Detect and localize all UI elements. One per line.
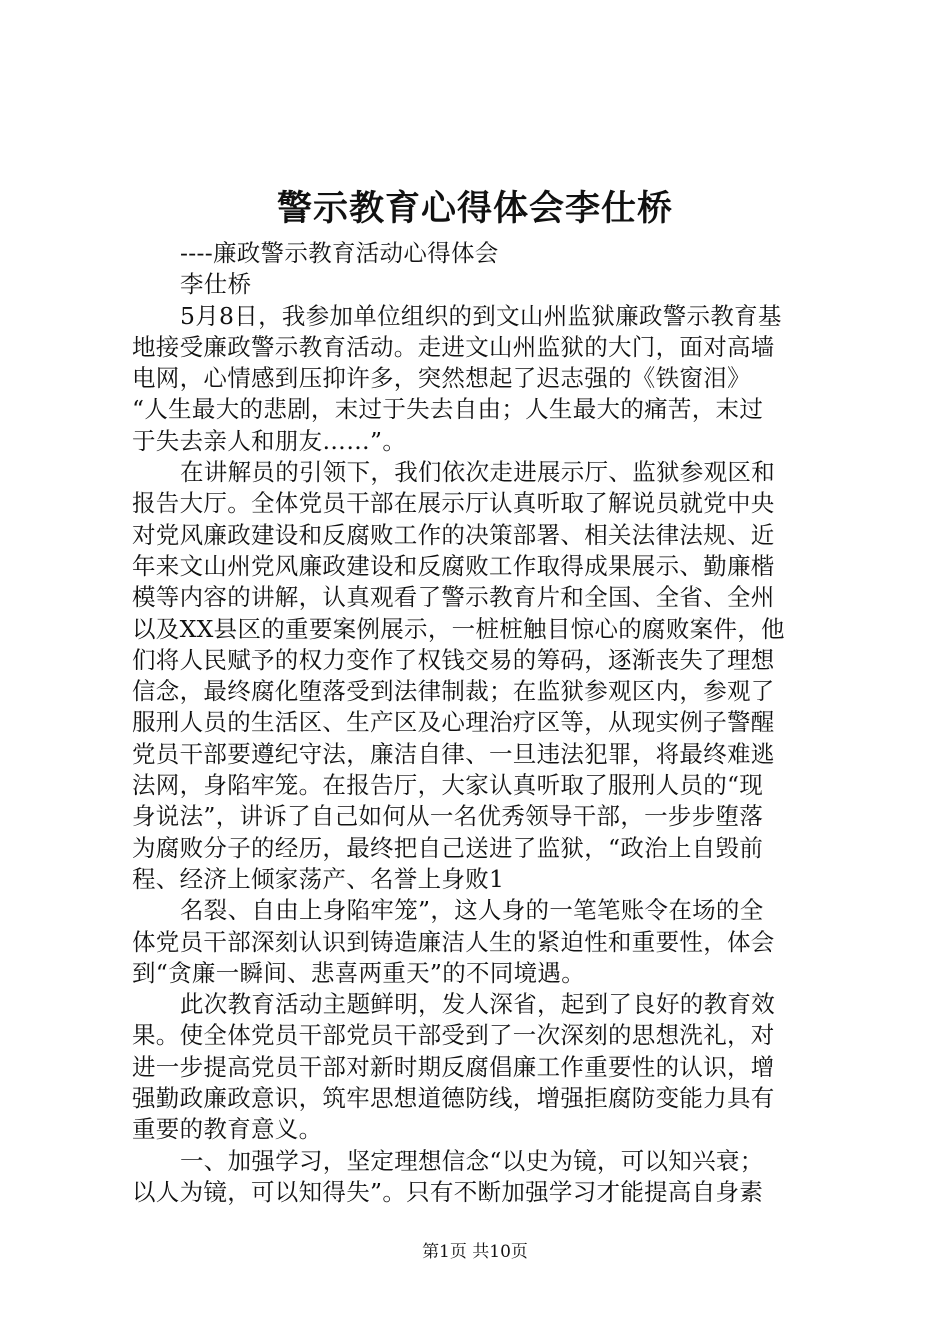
paragraph-line: 强勤政廉政意识，筑牢思想道德防线，增强拒腐防变能力具有	[132, 1084, 775, 1113]
paragraph-line: 到“贪廉一瞬间、悲喜两重天”的不同境遇。	[132, 958, 586, 987]
document-title: 警示教育心得体会李仕桥	[276, 188, 673, 229]
paragraph-line: 重要的教育意义。	[132, 1115, 323, 1144]
paragraph-line: 年来文山州党风廉政建设和反腐败工作取得成果展示、勤廉楷	[132, 551, 775, 580]
paragraph-line: 程、经济上倾家荡产、名誉上身败1	[132, 864, 505, 893]
page-footer: 第1页 共10页	[422, 1242, 528, 1262]
paragraph-line: 为腐败分子的经历，最终把自己送进了监狱，“政治上自毁前	[132, 833, 764, 862]
paragraph-line: 身说法”，讲诉了自己如何从一名优秀领导干部，一步步堕落	[132, 802, 764, 831]
paragraph-line: 报告大厅。全体党员干部在展示厅认真听取了解说员就党中央	[132, 489, 775, 518]
paragraph-line: 地接受廉政警示教育活动。走进文山州监狱的大门，面对高墙	[132, 332, 775, 361]
document-body	[132, 238, 828, 1208]
paragraph-line: 在讲解员的引领下，我们依次走进展示厅、监狱参观区和	[180, 458, 775, 487]
paragraph-line: 此次教育活动主题鲜明，发人深省，起到了良好的教育效	[180, 990, 775, 1019]
paragraph-line: 模等内容的讲解，认真观看了警示教育片和全国、全省、全州	[132, 583, 775, 612]
subtitle-line: ----廉政警示教育活动心得体会	[180, 239, 499, 267]
paragraph-line: 法网，身陷牢笼。在报告厅，大家认真听取了服刑人员的“现	[132, 771, 764, 800]
paragraph-line: 们将人民赋予的权力变作了权钱交易的筹码，逐渐丧失了理想	[132, 645, 775, 674]
paragraph-line: 果。使全体党员干部党员干部受到了一次深刻的思想洗礼，对	[132, 1021, 775, 1050]
paragraph-line: “人生最大的悲剧，末过于失去自由；人生最大的痛苦，末过	[132, 395, 764, 424]
paragraph-line: 信念，最终腐化堕落受到法律制裁；在监狱参观区内，参观了	[132, 677, 775, 706]
paragraph-line: 体党员干部深刻认识到铸造廉洁人生的紧迫性和重要性，体会	[132, 927, 775, 956]
paragraph-line: 党员干部要遵纪守法，廉洁自律、一旦违法犯罪，将最终难逃	[132, 739, 775, 768]
paragraph-line: 于失去亲人和朋友……”。	[132, 426, 407, 455]
paragraph-line: 进一步提高党员干部对新时期反腐倡廉工作重要性的认识，增	[132, 1052, 775, 1081]
paragraph-line: 一、加强学习，坚定理想信念“以史为镜，可以知兴衰；	[180, 1146, 764, 1175]
paragraph-line: 5月8日，我参加单位组织的到文山州监狱廉政警示教育基	[180, 301, 782, 330]
paragraph-line: 以及XX县区的重要案例展示，一桩桩触目惊心的腐败案件，他	[132, 614, 785, 643]
paragraph-line: 服刑人员的生活区、生产区及心理治疗区等，从现实例子警醒	[132, 708, 775, 737]
paragraph-line: 电网，心情感到压抑许多，突然想起了迟志强的《铁窗泪》	[132, 364, 751, 393]
paragraph-line: 对党风廉政建设和反腐败工作的决策部署、相关法律法规、近	[132, 520, 775, 549]
author-line: 李仕桥	[180, 270, 252, 299]
paragraph-line: 以人为镜，可以知得失”。只有不断加强学习才能提高自身素	[132, 1177, 764, 1206]
paragraph-line: 名裂、自由上身陷牢笼”，这人身的一笔笔账令在场的全	[180, 896, 764, 925]
